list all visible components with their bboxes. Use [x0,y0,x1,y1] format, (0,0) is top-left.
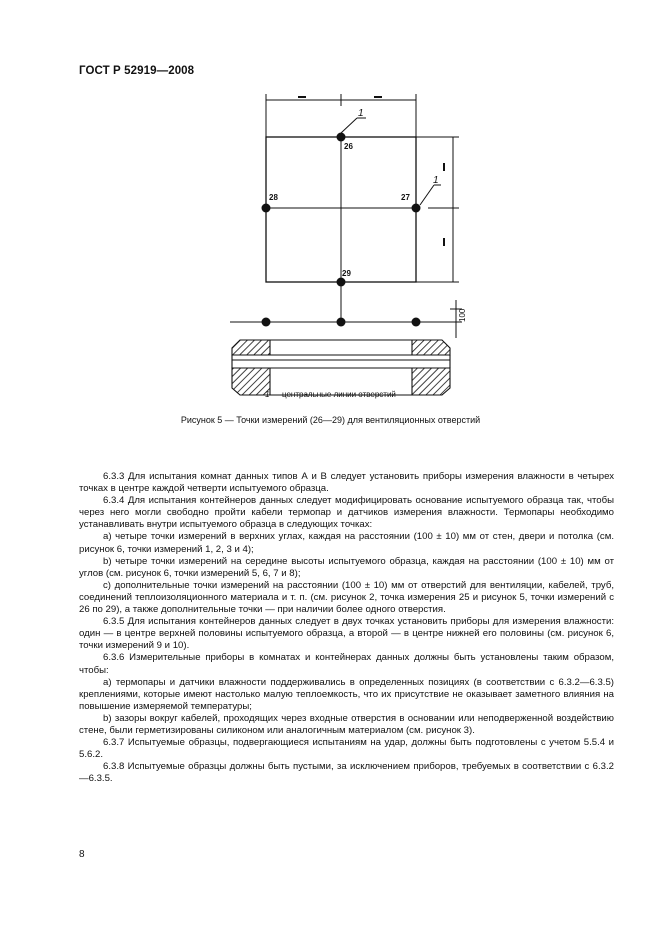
measurement-point-29 [337,278,346,287]
figure-note-number: 1 [265,390,270,399]
paragraph-6-3-5: 6.3.5 Для испытания контейнеров данных следует в двух точках установить приборы для измерения влажности: один — в центре верхней половины испытуемого образца, а второй — в центре нижней его половины (см. рисунок 6, точки измерений 9 и 10). [79,616,614,652]
paragraph-6-3-4-a: a) четыре точки измерений в верхних углах, каждая на расстоянии (100 ± 10) мм от стен, двери и потолка (см. рисунок 6, точки измерений 1, 2, 3 и 4); [79,531,614,555]
right-dimension [416,137,459,282]
label-28: 28 [269,193,278,202]
callout-label-top: 1 [358,108,364,119]
paragraph-6-3-6-a: a) термопары и датчики влажности поддерживались в определенных позициях (в соответствии с 6.3.2—6.3.5) креплениями, которые имеют настолько малую теплоемкость, что их присутствие не оказывает заметного влияния на повышение измеряемой температуры; [79,676,614,712]
wall-section-top [232,340,450,360]
label-29: 29 [342,269,351,278]
paragraph-6-3-7: 6.3.7 Испытуемые образцы, подвергающиеся испытаниям на удар, должны быть подготовлены с учетом 5.5.4 и 5.6.2. [79,737,614,761]
paragraph-6-3-3: 6.3.3 Для испытания комнат данных типов А и В следует установить приборы измерения влажности в четырех точках в центре каждой четверти испытуемого образца. [79,471,614,495]
body-text [79,471,614,785]
paragraph-6-3-6: 6.3.6 Измерительные приборы в комнатах и контейнерах данных должны быть установлены таким образом, чтобы: [79,652,614,676]
paragraph-6-3-4: 6.3.4 Для испытания контейнеров данных следует модифицировать основание испытуемого образца так, чтобы через него могли свободно пройти кабели термопар и датчиков измерения влажности. Термопары необходимо устанавливать внутри испытуемого образца в следующих точках: [79,495,614,531]
dimension-100-label: 100 [458,308,467,322]
section-line [230,318,460,327]
paragraph-6-3-8: 6.3.8 Испытуемые образцы должны быть пустыми, за исключением приборов, требуемых в соответствии с 6.3.2—6.3.5. [79,761,614,785]
opening-square [266,137,416,322]
label-26: 26 [344,142,353,151]
document-header: ГОСТ Р 52919—2008 [79,65,195,77]
figure-caption: Рисунок 5 — Точки измерений (26—29) для вентиляционных отверстий [180,415,481,425]
paragraph-6-3-6-b: b) зазоры вокруг кабелей, проходящих через входные отверстия в основании или неподверженной воздействию стене, были герметизированы силиконом или аналогичным материалом (см. рисунок 3). [79,712,614,736]
figure-note [0,390,661,399]
label-27: 27 [401,193,410,202]
paragraph-6-3-4-c: c) дополнительные точки измерений на расстоянии (100 ± 10) мм от отверстий для вентиляции, кабелей, труб, соединений теплоизоляционного материала и т. п. (см. рисунок 2, точка измерения 25 и рисунок 5, точки измерений с 26 по 29), а также дополнительные точки — при наличии более одного отверстия. [79,579,614,616]
callout-label-right: 1 [433,175,439,186]
top-dimension [266,94,416,137]
paragraph-6-3-4-b: b) четыре точки измерений на середине высоты испытуемого образца, каждая на расстоянии (100 ± 10) мм от углов (см. рисунок 6, точки измерений 5, 6, 7 и 8); [79,555,614,579]
figure-5-ventilation-diagram [0,0,661,400]
measurement-point-27 [412,204,421,213]
callout-centre-lines [341,118,441,205]
measurement-point-26 [337,133,346,142]
page-number: 8 [79,849,85,860]
figure-note-text: — центральные линии отверстий [269,390,396,399]
measurement-point-28 [262,204,271,213]
